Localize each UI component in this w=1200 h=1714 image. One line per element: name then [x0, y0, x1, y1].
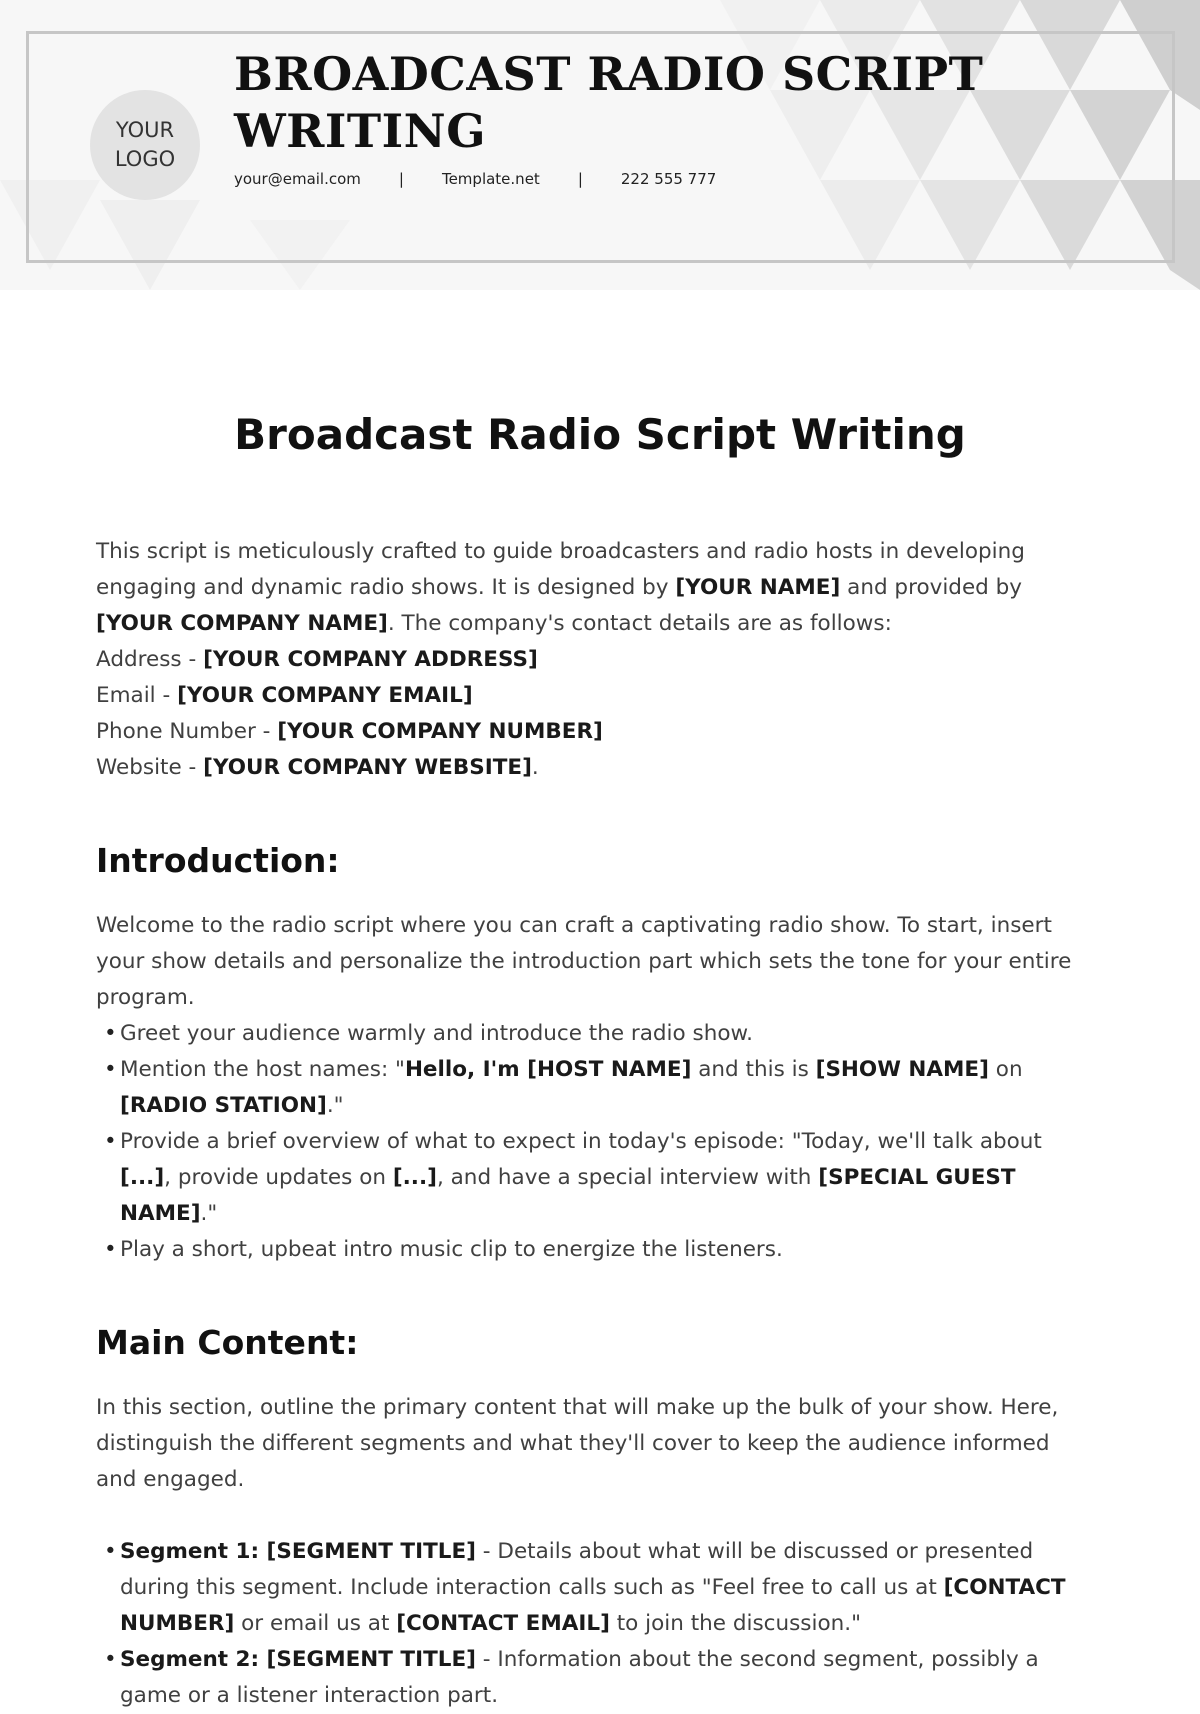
list-item [96, 1016, 1096, 1052]
placeholder-topic: [...] [120, 1165, 165, 1190]
text-run: to join the discussion." [609, 1611, 861, 1636]
contact-label: Website - [96, 755, 204, 780]
header-website: Template.net [441, 170, 540, 188]
logo-text-line2: LOGO [114, 147, 176, 171]
contact-label: Address - [96, 647, 204, 672]
contact-line-email [96, 678, 1096, 714]
document-title: Broadcast Radio Script Writing [234, 410, 966, 459]
list-item [96, 1232, 1096, 1268]
contact-label: Email - [96, 683, 178, 708]
placeholder-show-name: [SHOW NAME] [815, 1057, 989, 1082]
contact-value: [YOUR COMPANY WEBSITE] [203, 755, 532, 780]
segment-list [96, 1534, 1096, 1714]
text-run: , and have a special interview with [436, 1165, 819, 1190]
list-item [96, 1124, 1096, 1232]
main-content-paragraph: In this section, outline the primary content that will make up the bulk of your show. Here, distinguish the different segments and what they'll cover to keep the audience informed and engaged. [96, 1395, 1059, 1492]
text-run: Provide a brief overview of what to expect in today's episode: "Today, we'll talk about [120, 1129, 1042, 1154]
segment-label: Segment 2: [SEGMENT TITLE] [120, 1647, 476, 1672]
header-email: your@email.com [234, 170, 361, 188]
text-run: Greet your audience warmly and introduce the radio show. [120, 1021, 753, 1046]
text-run: and provided by [840, 575, 1023, 600]
intro-paragraph [96, 534, 1096, 642]
main-content-heading: Main Content: [96, 1323, 359, 1362]
header-title: BROADCAST RADIO SCRIPT WRITING [234, 47, 984, 158]
contact-value: [YOUR COMPANY NUMBER] [277, 719, 603, 744]
text-run: or email us at [234, 1611, 397, 1636]
header-contact-row [234, 170, 716, 188]
contact-line-website [96, 750, 1096, 786]
placeholder-radio-station: [RADIO STATION] [120, 1093, 327, 1118]
header-phone: 222 555 777 [620, 170, 717, 188]
list-item [96, 1642, 1096, 1714]
text-run: and this is [691, 1057, 816, 1082]
contact-line-phone [96, 714, 1096, 750]
header-separator: | [398, 170, 404, 188]
segment-label: Segment 1: [SEGMENT TITLE] [120, 1539, 476, 1564]
placeholder-contact-number: [CONTACT NUMBER] [120, 1575, 1066, 1636]
text-run: ." [326, 1093, 344, 1118]
text-run: Play a short, upbeat intro music clip to energize the listeners. [120, 1237, 783, 1262]
placeholder-company-name: [YOUR COMPANY NAME] [96, 611, 388, 636]
text-run: . [531, 755, 539, 780]
contact-value: [YOUR COMPANY ADDRESS] [203, 647, 538, 672]
header-separator: | [577, 170, 583, 188]
list-item [96, 1052, 1096, 1124]
text-run: This script is meticulously crafted to guide broadcasters and radio hosts in developing engaging and dynamic radio shows. It is designed by [96, 539, 1025, 600]
contact-label: Phone Number - [96, 719, 278, 744]
logo-text-line1: YOUR [115, 118, 175, 142]
document-body [96, 534, 1096, 1714]
text-run: ." [200, 1201, 218, 1226]
company-logo-placeholder [90, 90, 200, 200]
list-item [96, 1534, 1096, 1642]
text-run: - Information about the second segment, possibly a game or a listener interaction part. [120, 1647, 1039, 1708]
contact-line-address [96, 642, 1096, 678]
placeholder-special-guest: [SPECIAL GUEST NAME] [120, 1165, 1016, 1226]
text-run: , provide updates on [164, 1165, 393, 1190]
introduction-paragraph: Welcome to the radio script where you can craft a captivating radio show. To start, insert your show details and personalize the introduction part which sets the tone for your entire program. [96, 913, 1072, 1010]
introduction-bullet-list [96, 1016, 1096, 1268]
text-run: - Details about what will be discussed or presented during this segment. Include interaction calls such as "Feel free to call us at [120, 1539, 1034, 1600]
contact-value: [YOUR COMPANY EMAIL] [177, 683, 473, 708]
placeholder-host-name: Hello, I'm [HOST NAME] [404, 1057, 692, 1082]
placeholder-contact-email: [CONTACT EMAIL] [396, 1611, 610, 1636]
placeholder-updates: [...] [392, 1165, 437, 1190]
introduction-heading: Introduction: [96, 841, 340, 880]
placeholder-your-name: [YOUR NAME] [675, 575, 841, 600]
text-run: Mention the host names: " [120, 1057, 405, 1082]
text-run: . The company's contact details are as follows: [387, 611, 892, 636]
text-run: on [988, 1057, 1023, 1082]
